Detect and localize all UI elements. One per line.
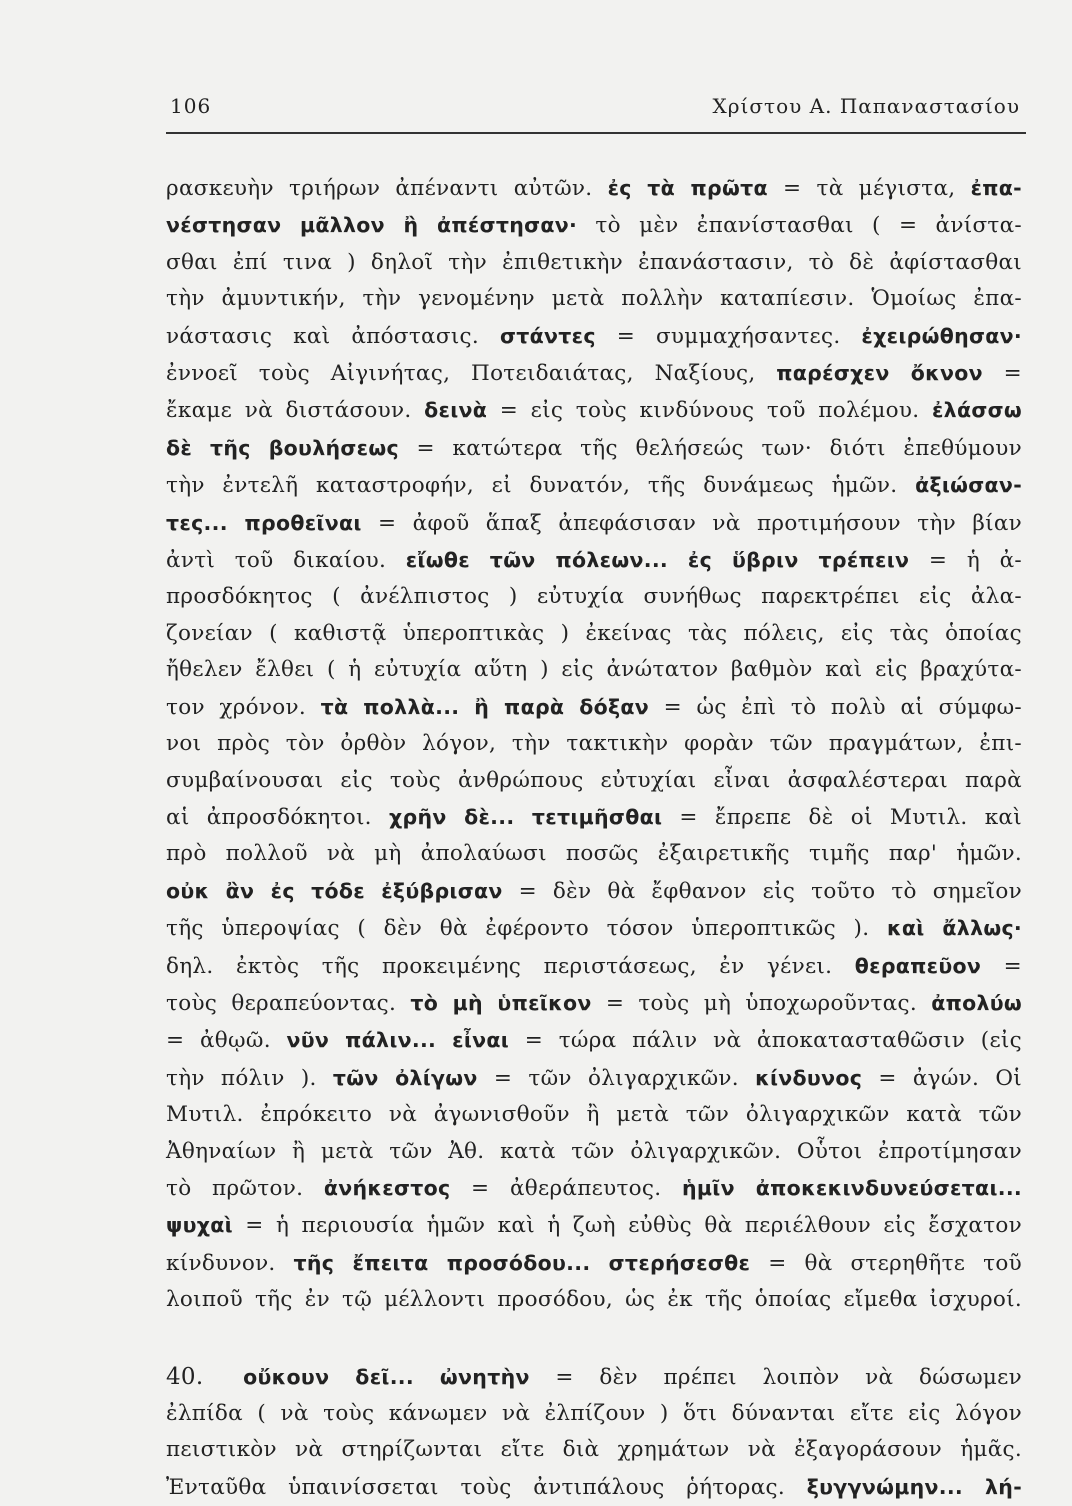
lemma: οὐκ ἂν ἐς τόδε ἐξύβρισαν — [166, 878, 503, 903]
gloss-text: Μυτιλ. ἐπρόκειτο νὰ ἀγωνισθοῦν ἢ μετὰ τῶν ὀλιγαρχικῶν κατὰ τῶν — [166, 1102, 1022, 1128]
gloss-text: = τῶν ὀλιγαρχικῶν. — [477, 1065, 756, 1091]
running-head: Χρίστου Α. Παπαναστασίου — [712, 94, 1020, 118]
gloss-text: τῆς ὑπεροψίας ( δὲν θὰ ἐφέροντο τόσον ὑπεροπτικῶς ). — [166, 916, 887, 942]
gloss-text: = τώρα πάλιν νὰ ἀποκατασταθῶσιν (εἰς — [509, 1028, 1022, 1054]
gloss-text: ρασκευὴν τριήρων ἀπέναντι αὐτῶν. — [166, 176, 608, 201]
gloss-text: ἔκαμε νὰ διστάσουν. — [166, 398, 425, 424]
gloss-text: = ἀθῳῶ. — [166, 1028, 287, 1054]
gloss-text: Ἐνταῦθα ὑπαινίσσεται τοὺς ἀντιπάλους ῥήτορας. — [166, 1474, 807, 1500]
lemma: τες... προθεῖναι — [166, 510, 362, 535]
gloss-text: τὴν ἀμυντικήν, τὴν γενομένην μετὰ πολλὴν καταπίεσιν. Ὁμοίως ἐπα- — [166, 286, 1022, 312]
section-number: 40. — [166, 1363, 204, 1390]
gloss-text: τὸ μὲν ἐπανίστασθαι ( = ἀνίστα- — [577, 213, 1022, 239]
lemma: κίνδυνος — [755, 1065, 863, 1090]
gloss-text: = δὲν πρέπει λοιπὸν νὰ δώσωμεν — [529, 1364, 1022, 1390]
commentary-body — [166, 170, 1022, 1506]
gloss-text: δηλ. ἐκτὸς τῆς προκειμένης περιστάσεως, ἐν γένει. — [166, 953, 855, 979]
lemma: ξυγγνώμην... λή- — [806, 1474, 1022, 1499]
lemma: καὶ ἄλλως· — [886, 916, 1022, 941]
gloss-text: = ὡς ἐπὶ τὸ πολὺ αἱ σύμφω- — [649, 694, 1022, 720]
gloss-text: = τὰ μέγιστα, — [767, 176, 971, 201]
gloss-text: λοιποῦ τῆς ἐν τῷ μέλλοντι προσόδου, ὡς ἐκ τῆς ὁποίας εἴμεθα ἰσχυροί. — [166, 1287, 1022, 1313]
lemma: τὰ πολλὰ... ἢ παρὰ δόξαν — [320, 694, 650, 719]
gloss-text: συμβαίνουσαι εἰς τοὺς ἀνθρώπους εὐτυχίαι εἶναι ἀσφαλέστεραι παρὰ — [166, 767, 1022, 793]
section-40-paragraph — [166, 1359, 1022, 1506]
gloss-text: Ἀθηναίων ἢ μετὰ τῶν Ἀθ. κατὰ τῶν ὀλιγαρχικῶν. Οὗτοι ἐπροτίμησαν — [166, 1138, 1022, 1164]
page-number: 106 — [170, 94, 212, 118]
gloss-text: ἀντὶ τοῦ δικαίου. — [166, 548, 406, 574]
gloss-text: = ἀφοῦ ἅπαξ ἀπεφάσισαν νὰ προτιμήσουν τὴν βίαν — [361, 510, 1023, 536]
commentary-paragraph — [166, 170, 1022, 1319]
gloss-text: νάστασις καὶ ἀπόστασις. — [166, 323, 500, 349]
gloss-text: = συμμαχήσαντες. — [595, 323, 862, 349]
lemma: τὸ μὴ ὑπεῖκον — [410, 990, 592, 1015]
gloss-text: = — [981, 953, 1022, 979]
gloss-text: ζονείαν ( καθιστᾷ ὑπεροπτικὰς ) ἐκείνας τὰς πόλεις, εἰς τὰς ὁποίας — [166, 620, 1022, 646]
lemma: νῦν πάλιν... εἶναι — [286, 1028, 510, 1053]
gloss-text: τὴν πόλιν ). — [166, 1065, 333, 1091]
gloss-text: = δὲν θὰ ἔφθανον εἰς τοῦτο τὸ σημεῖον — [502, 878, 1022, 904]
lemma: νέστησαν μᾶλλον ἢ ἀπέστησαν· — [166, 213, 578, 238]
gloss-text: = ἀθεράπευτος. — [450, 1175, 683, 1201]
gloss-text: αἱ ἀπροσδόκητοι. — [166, 804, 389, 830]
lemma: δεινὰ — [424, 398, 488, 423]
gloss-text: προσδόκητος ( ἀνέλπιστος ) εὐτυχία συνήθως παρεκτρέπει εἰς ἀλα- — [166, 584, 1022, 610]
gloss-text: τοὺς θεραπεύοντας. — [166, 990, 411, 1016]
gloss-text: = εἰς τοὺς κινδύνους τοῦ πολέμου. — [487, 398, 932, 424]
gloss-text: = κατώτερα τῆς θελήσεώς των· διότι ἐπεθύμουν — [398, 435, 1022, 461]
gloss-text: = ἡ ἀ- — [909, 548, 1022, 574]
gloss-text: ἤθελεν ἔλθει ( ἡ εὐτυχία αὕτη ) εἰς ἀνώτατον βαθμὸν καὶ εἰς βραχύτα- — [166, 657, 1022, 683]
page-header — [166, 88, 1026, 130]
gloss-text: = τοὺς μὴ ὑποχωροῦντας. — [591, 990, 932, 1016]
gloss-text: = ἔπρεπε δὲ οἱ Μυτιλ. καὶ — [662, 804, 1022, 830]
lemma: εἴωθε τῶν πόλεων... ἐς ὕβριν τρέπειν — [405, 548, 910, 573]
lemma: δὲ τῆς βουλήσεως — [166, 435, 399, 460]
gloss-text: τὸ πρῶτον. — [166, 1175, 324, 1201]
gloss-text: τον χρόνον. — [166, 694, 321, 720]
gloss-text: = — [982, 361, 1022, 387]
lemma: ἐς τὰ πρῶτα — [607, 176, 768, 200]
gloss-text: ἐλπίδα ( νὰ τοὺς κάνωμεν νὰ ἐλπίζουν ) ὅτι δύνανται εἴτε εἰς λόγον — [166, 1401, 1022, 1426]
gloss-text: νοι πρὸς τὸν ὀρθὸν λόγον, τὴν τακτικὴν φορὰν τῶν πραγμάτων, ἐπι- — [166, 731, 1022, 757]
lemma: χρῆν δὲ... τετιμῆσθαι — [388, 804, 663, 829]
header-rule — [166, 132, 1026, 134]
gloss-text: = θὰ στερηθῆτε τοῦ — [750, 1250, 1022, 1276]
lemma: ἐπα- — [970, 176, 1022, 200]
lemma: ἀξιώσαν- — [915, 473, 1022, 498]
lemma: στάντες — [499, 323, 596, 348]
lemma: θεραπεῦον — [854, 953, 982, 978]
gloss-text: = ἡ περιουσία ἡμῶν καὶ ἡ ζωὴ εὐθὺς θὰ περιέλθουν εἰς ἔσχατον — [232, 1213, 1022, 1239]
gloss-text: πειστικὸν νὰ στηρίζωνται εἴτε διὰ χρημάτων νὰ ἐξαγοράσουν ἡμᾶς. — [166, 1437, 1022, 1463]
lemma: ἀνήκεστος — [323, 1175, 451, 1200]
lemma: ἐχειρώθησαν· — [861, 323, 1022, 348]
gloss-text: ἐννοεῖ τοὺς Αἰγινήτας, Ποτειδαιάτας, Ναξίους, — [166, 361, 777, 387]
gloss-text: τὴν ἐντελῆ καταστροφήν, εἰ δυνατόν, τῆς δυνάμεως ἡμῶν. — [166, 473, 916, 499]
lemma: οὔκουν δεῖ... ὠνητὴν — [243, 1364, 530, 1389]
lemma: παρέσχεν ὄκνον — [776, 361, 983, 386]
gloss-text: κίνδυνον. — [166, 1250, 294, 1276]
lemma: τῶν ὀλίγων — [332, 1065, 478, 1090]
gloss-text: σθαι ἐπί τινα ) δηλοῖ τὴν ἐπιθετικὴν ἐπανάστασιν, τὸ δὲ ἀφίστασθαι — [166, 249, 1022, 275]
lemma: ἀπολύω — [931, 990, 1023, 1015]
lemma: ἡμῖν ἀποκεκινδυνεύσεται... — [682, 1175, 1022, 1200]
gloss-text: πρὸ πολλοῦ νὰ μὴ ἀπολαύωσι ποσῶς ἐξαιρετικῆς τιμῆς παρ' ἡμῶν. — [166, 841, 1022, 867]
lemma: ἐλάσσω — [931, 398, 1022, 423]
gloss-text: = ἀγών. Οἱ — [862, 1065, 1023, 1091]
lemma: ψυχαὶ — [166, 1213, 233, 1238]
lemma: τῆς ἔπειτα προσόδου... στερήσεσθε — [293, 1250, 751, 1275]
